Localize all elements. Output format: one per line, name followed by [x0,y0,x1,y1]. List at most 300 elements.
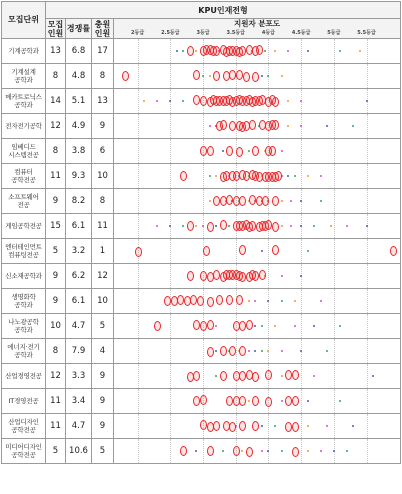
recruit-count: 13 [46,39,66,64]
grid-line [170,189,171,213]
admitted-dot [249,120,256,130]
grid-line [138,339,139,363]
table-row [2,39,401,64]
applicant-dot [320,175,322,177]
dept-column-header: 모집단위 [2,2,46,39]
admitted-count: 12 [92,264,114,289]
admitted-dot [236,70,243,80]
applicant-dot [287,100,289,102]
distribution-plot [114,239,401,264]
admitted-dot [265,370,272,380]
admitted-dot [272,120,279,130]
applicant-dot [195,450,197,452]
admitted-dot [246,320,253,330]
applicant-dot [320,300,322,302]
grid-line [138,114,139,138]
applicant-dot [261,450,263,452]
admitted-dot [292,447,299,457]
admitted-dot [207,297,214,307]
admitted-dot [252,146,259,156]
admitted-count: 17 [92,39,114,64]
distribution-plot [114,114,401,139]
distribution-plot [114,314,401,339]
applicant-dot [261,250,263,252]
applicant-dot [195,225,197,227]
applicant-dot [281,300,283,302]
table-body [2,39,401,464]
grid-line [367,439,368,463]
applicant-dot [264,50,266,52]
dept-name: 신소재공학과 [2,264,46,289]
grid-line [138,364,139,388]
grid-line [334,89,335,113]
competition-ratio: 3.2 [66,239,92,264]
grid-line [138,164,139,188]
distribution-plot [114,214,401,239]
grid-line [301,289,302,313]
grid-line [334,264,335,288]
table-row [2,339,401,364]
admitted-count: 5 [92,439,114,464]
admitted-dot [272,97,279,107]
competition-ratio: 9.3 [66,164,92,189]
distribution-plot [114,89,401,114]
recruit-count: 5 [46,239,66,264]
competition-ratio: 10.6 [66,439,92,464]
applicant-dot [366,225,368,227]
grid-line [138,214,139,238]
applicant-dot [222,450,224,452]
table-row [2,239,401,264]
grid-line [301,314,302,338]
admission-table [1,1,401,464]
distribution-plot [114,264,401,289]
grid-line [301,389,302,413]
grid-line [170,339,171,363]
applicant-dot [228,225,230,227]
recruit-count: 11 [46,389,66,414]
applicant-dot [326,350,328,352]
admitted-dot [207,320,214,330]
applicant-dot [339,325,341,327]
admitted-dot [252,72,259,82]
admitted-dot [252,372,259,382]
grid-line [301,439,302,463]
grid-line [138,389,139,413]
grid-line [138,264,139,288]
admitted-dot [226,146,233,156]
applicant-dot [176,50,178,52]
applicant-dot [281,150,283,152]
admitted-dot [256,45,263,55]
admitted-count: 6 [92,139,114,164]
grid-line [334,414,335,438]
applicant-dot [274,50,276,52]
recruit-count: 9 [46,289,66,314]
dept-name: IT경영전공 [2,389,46,414]
admitted-dot [292,370,299,380]
dept-name: 에너지·전기 공학과 [2,339,46,364]
applicant-dot [366,100,368,102]
grid-line [334,189,335,213]
dept-name: 산업디자인 공학전공 [2,414,46,439]
competition-ratio: 8.2 [66,189,92,214]
applicant-dot [209,175,211,177]
admitted-count: 13 [92,89,114,114]
admitted-dot [200,271,207,281]
dept-name: 임베디드 시스템전공 [2,139,46,164]
applicant-dot [241,450,243,452]
admitted-dot [259,270,266,280]
grid-line [170,239,171,263]
applicant-dot [307,50,309,52]
grid-line [334,239,335,263]
admitted-dot [220,371,227,381]
competition-ratio: 4.7 [66,414,92,439]
admitted-count: 5 [92,314,114,339]
applicant-dot [326,425,328,427]
applicant-dot [339,50,341,52]
grid-line [138,89,139,113]
competition-ratio: 3.4 [66,389,92,414]
admitted-dot [213,270,220,280]
dept-name: 메카트로닉스 공학과 [2,89,46,114]
admitted-dot [220,120,227,130]
grid-line [170,114,171,138]
grid-line [367,239,368,263]
grid-line [334,164,335,188]
grid-line [367,39,368,63]
admitted-dot [236,147,243,157]
admitted-dot [187,221,194,231]
admitted-dot [239,346,246,356]
dept-name: 기계설계 공학과 [2,64,46,89]
applicant-dot [346,225,348,227]
admitted-dot [239,245,246,255]
grid-line [138,414,139,438]
applicant-dot [352,125,354,127]
applicant-dot [261,350,263,352]
grid-line [170,364,171,388]
admitted-dot [193,70,200,80]
admitted-dot [292,396,299,406]
grid-line [334,289,335,313]
axis-tick-label: 4.5등급 [291,29,311,36]
admitted-count: 10 [92,289,114,314]
grid-line [367,364,368,388]
distribution-plot [114,414,401,439]
grid-line [301,364,302,388]
axis-ticks [114,28,400,38]
applicant-dot [261,75,263,77]
applicant-dot [307,250,309,252]
recruit-count: 11 [46,414,66,439]
table-row [2,189,401,214]
applicant-dot [307,450,309,452]
axis-tick-label: 4등급 [261,29,276,36]
admitted-dot [193,371,200,381]
grid-line [203,439,204,463]
grid-line [170,64,171,88]
admitted-dot [200,395,207,405]
grid-line [170,264,171,288]
grid-line [367,314,368,338]
applicant-dot [182,100,184,102]
kpu-title: KPU인재전형 [46,2,401,19]
applicant-dot [248,300,250,302]
table-row [2,214,401,239]
admitted-count: 4 [92,339,114,364]
admitted-dot [390,246,397,256]
applicant-dot [156,225,158,227]
axis-tick-label: 2.5등급 [161,29,180,36]
grid-line [334,64,335,88]
table-row [2,364,401,389]
applicant-dot [281,225,283,227]
recruit-count: 12 [46,364,66,389]
dept-name: 게임공학전공 [2,214,46,239]
table-row [2,414,401,439]
applicant-dot [248,350,250,352]
admitted-dot [203,246,210,256]
applicant-dot [281,350,283,352]
grid-line [203,364,204,388]
grid-line [367,164,368,188]
grid-line [268,314,269,338]
admitted-dot [272,245,279,255]
admitted-dot [269,146,276,156]
distribution-plot [114,64,401,89]
grid-line [138,314,139,338]
applicant-dot [330,225,332,227]
grid-line [334,214,335,238]
dept-name: 전자전기공학 [2,114,46,139]
applicant-dot [195,50,197,52]
applicant-dot [182,50,184,52]
applicant-dot [352,425,354,427]
admitted-dot [200,321,207,331]
grid-line [268,39,269,63]
table-row [2,89,401,114]
distribution-plot [114,339,401,364]
axis-tick-label: 2등급 [131,29,145,36]
admitted-count: 10 [92,164,114,189]
grid-line [170,39,171,63]
grid-line [268,239,269,263]
applicant-dot [254,350,256,352]
axis-tick-label: 3등급 [196,29,210,36]
grid-line [301,39,302,63]
applicant-dot [261,325,263,327]
recruit-count: 8 [46,339,66,364]
applicant-dot [313,375,315,377]
admitted-dot [220,220,227,230]
recruit-count: 9 [46,264,66,289]
grid-line [170,139,171,163]
admitted-count: 11 [92,214,114,239]
grid-line [334,314,335,338]
admitted-dot [213,421,220,431]
admitted-dot [243,72,250,82]
distribution-header [114,19,401,39]
applicant-dot [209,125,211,127]
recruit-count: 15 [46,214,66,239]
applicant-dot [346,450,348,452]
admitted-count: 8 [92,64,114,89]
recruit-count: 8 [46,139,66,164]
grid-line [203,189,204,213]
admitted-dot [135,247,142,257]
applicant-dot [359,50,361,52]
competition-ratio: 6.1 [66,214,92,239]
applicant-dot [202,225,204,227]
applicant-dot [281,450,283,452]
applicant-dot [254,325,256,327]
competition-ratio: 6.2 [66,264,92,289]
admitted-dot [207,446,214,456]
table-row [2,164,401,189]
admitted-dot [252,421,259,431]
recruit-count: 12 [46,114,66,139]
admitted-dot [236,295,243,305]
admitted-dot [200,96,207,106]
admitted-count: 8 [92,189,114,214]
grid-line [367,414,368,438]
admitted-dot [187,271,194,281]
applicant-dot [215,325,217,327]
dept-name: 나노광공학 공학과 [2,314,46,339]
applicant-dot [333,450,335,452]
grid-line [138,39,139,63]
admitted-dot [180,446,187,456]
applicant-dot [294,175,296,177]
axis-tick-label: 3.5등급 [226,29,245,36]
applicant-dot [307,425,309,427]
admitted-count: 9 [92,114,114,139]
admitted-count: 9 [92,389,114,414]
applicant-dot [281,400,283,402]
dept-name: 생명화학 공학과 [2,289,46,314]
admitted-dot [187,46,194,56]
admitted-dot [154,321,161,331]
applicant-dot [281,75,283,77]
grid-line [334,39,335,63]
competition-ratio: 4.9 [66,114,92,139]
admitted-dot [164,296,171,306]
applicant-dot [222,150,224,152]
recruit-count: 14 [46,89,66,114]
grid-line [203,339,204,363]
admission-table-wrapper [1,1,400,492]
admitted-count: 1 [92,239,114,264]
competition-ratio: 3.3 [66,364,92,389]
grid-line [301,64,302,88]
grid-line [334,339,335,363]
admitted-dot [275,171,282,181]
admitted-dot [272,196,279,206]
grid-line [367,339,368,363]
admitted-dot [239,396,246,406]
grid-line [138,289,139,313]
table-row [2,314,401,339]
competition-ratio: 4.7 [66,314,92,339]
grid-line [203,164,204,188]
admitted-dot [233,446,240,456]
admitted-dot [246,447,253,457]
admitted-dot [239,421,246,431]
grid-line [170,439,171,463]
distribution-plot [114,389,401,414]
applicant-dot [254,300,256,302]
grid-line [367,114,368,138]
applicant-dot [326,125,328,127]
dept-name: 엔터테인먼트 컴퓨팅전공 [2,239,46,264]
admitted-dot [292,422,299,432]
grid-line [301,139,302,163]
distribution-plot [114,439,401,464]
applicant-dot [339,400,341,402]
grid-line [203,114,204,138]
recruit-count: 5 [46,439,66,464]
dept-name: 미디어디자인 공학전공 [2,439,46,464]
applicant-dot [215,225,217,227]
applicant-dot [290,225,292,227]
table-row [2,289,401,314]
grid-line [268,264,269,288]
admitted-dot [226,295,233,305]
grid-line [268,414,269,438]
applicant-dot [274,425,276,427]
table-row [2,264,401,289]
applicant-dot [313,325,315,327]
applicant-dot [281,200,283,202]
grid-line [301,239,302,263]
competition-column-header: 경쟁률 [66,19,92,39]
admitted-dot [213,71,220,81]
admitted-count: 9 [92,414,114,439]
table-row [2,439,401,464]
applicant-dot [372,375,374,377]
axis-tick-label: 5등급 [327,29,341,36]
admitted-dot [122,71,129,81]
grid-line [301,164,302,188]
competition-ratio: 6.8 [66,39,92,64]
grid-line [170,414,171,438]
applicant-dot [261,425,263,427]
admitted-column-header: 충원 인원 [92,19,114,39]
admitted-dot [239,196,246,206]
admitted-dot [200,420,207,430]
applicant-dot [287,175,289,177]
applicant-dot [202,75,204,77]
grid-line [138,189,139,213]
grid-line [367,264,368,288]
recruit-count: 10 [46,314,66,339]
applicant-dot [143,100,145,102]
grid-line [138,139,139,163]
applicant-dot [294,325,296,327]
admitted-dot [252,396,259,406]
distribution-plot [114,289,401,314]
competition-ratio: 5.1 [66,89,92,114]
grid-line [334,114,335,138]
admitted-dot [200,146,207,156]
table-row [2,114,401,139]
applicant-dot [281,275,283,277]
dept-name: 컴퓨터 공학전공 [2,164,46,189]
applicant-dot [294,300,296,302]
applicant-dot [215,175,217,177]
